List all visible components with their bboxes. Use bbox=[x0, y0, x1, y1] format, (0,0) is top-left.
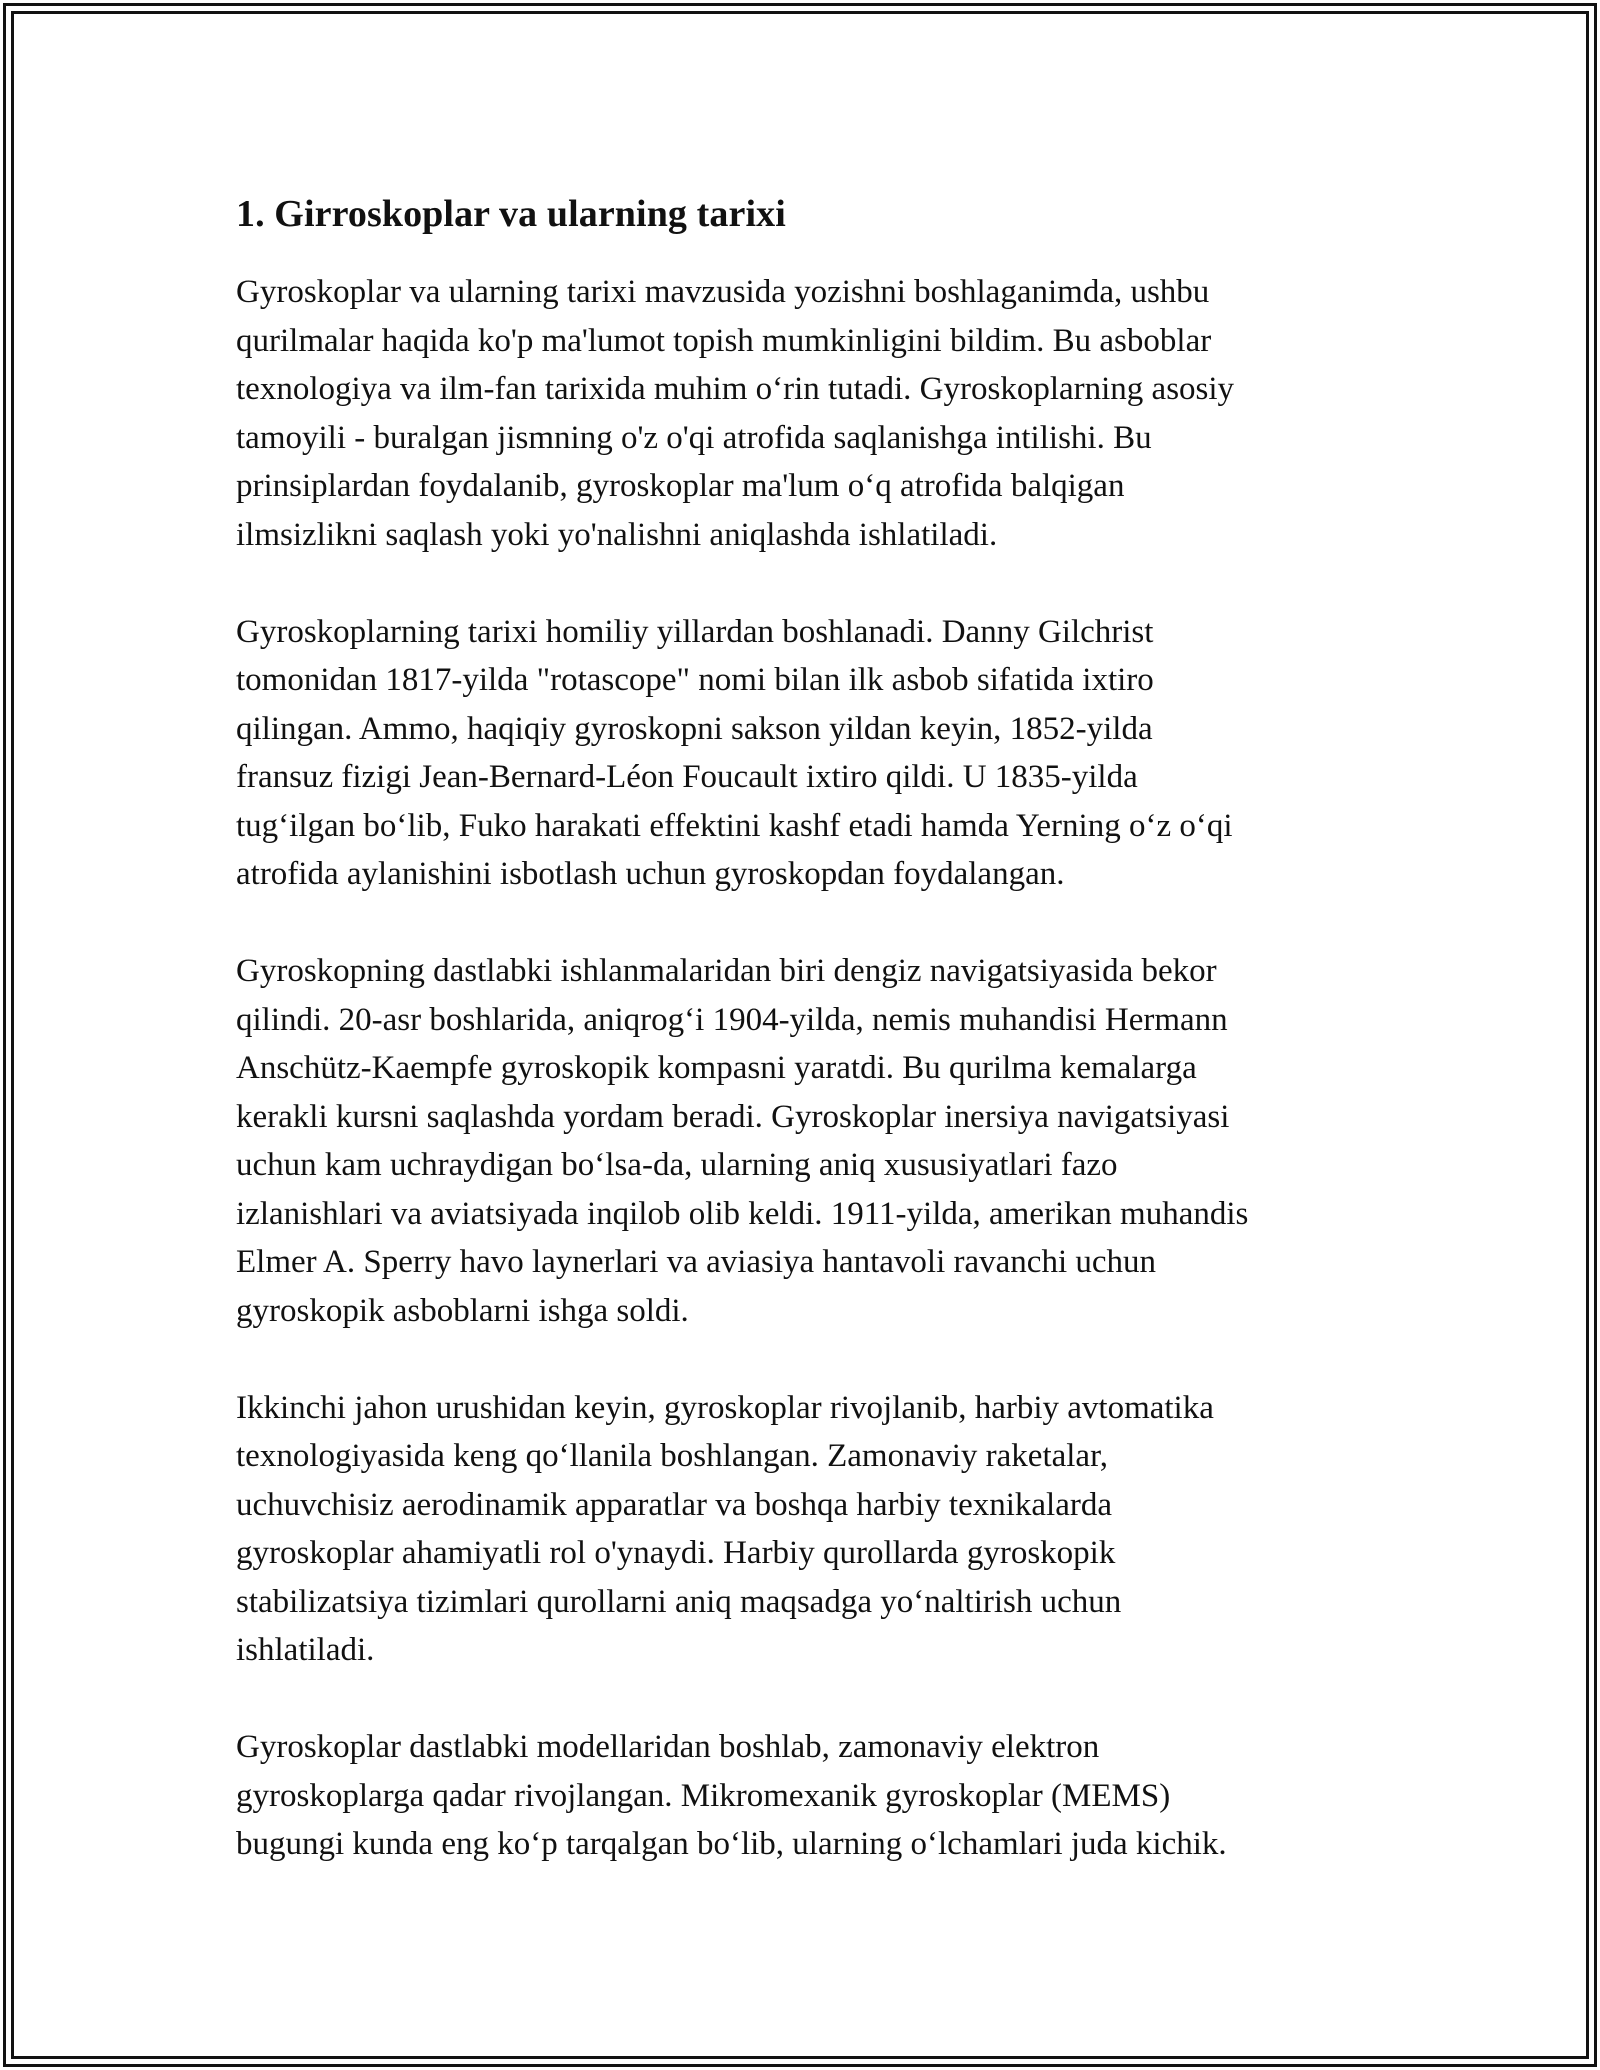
section-heading: 1. Girroskoplar va ularning tarixi bbox=[236, 193, 786, 235]
paragraph-intro: Gyroskoplar va ularning tarixi mavzusida yozishni boshlaganimda, ushbu qurilmalar haqida ko'p ma'lumot topish mumkinligini bildim. Bu asboblar texnologiya va ilm-fan tarixida muhim o‘rin tutadi. Gyroskoplarning asosiy tamoyili - buralgan jismning o'z o'qi atrofida saqlanishga intilishi. Bu prinsiplardan foydalanib, gyroskoplar ma'lum o‘q atrofida balqigan ilmsizlikni saqlash yoki yo'nalishni aniqlashda ishlatiladi. bbox=[236, 274, 1235, 553]
paragraph-modern: Gyroskoplar dastlabki modellaridan boshlab, zamonaviy elektron gyroskoplarga qadar rivojlangan. Mikromexanik gyroskoplar (MEMS) bugungi kunda eng ko‘p tarqalgan bo‘lib, ularning o‘lchamlari juda kichik. bbox=[236, 1729, 1227, 1862]
document-body bbox=[236, 186, 1376, 1917]
paragraph-military: Ikkinchi jahon urushidan keyin, gyroskoplar rivojlanib, harbiy avtomatika texnologiyasida keng qo‘llanila boshlangan. Zamonaviy raketalar, uchuvchisiz aerodinamik apparatlar va boshqa harbiy texnikalarda gyroskoplar ahamiyatli rol o'ynaydi. Harbiy qurollarda gyroskopik stabilizatsiya tizimlari qurollarni aniq maqsadga yo‘naltirish uchun ishlatiladi. bbox=[236, 1389, 1214, 1668]
paragraph-navigation: Gyroskopning dastlabki ishlanmalaridan biri dengiz navigatsiyasida bekor qilindi. 20-asr boshlarida, aniqrog‘i 1904-yilda, nemis muhandisi Hermann Anschütz-Kaempfe gyroskopik kompasni yaratdi. Bu qurilma kemalarga kerakli kursni saqlashda yordam beradi. Gyroskoplar inersiya navigatsiyasi uchun kam uchraydigan bo‘lsa-da, ularning aniq xususiyatlari fazo izlanishlari va aviatsiyada inqilob olib keldi. 1911-yilda, amerikan muhandis Elmer A. Sperry havo laynerlari va aviasiya hantavoli ravanchi uchun gyroskopik asboblarni ishga soldi. bbox=[236, 953, 1249, 1329]
paragraph-history: Gyroskoplarning tarixi homiliy yillardan boshlanadi. Danny Gilchrist tomonidan 1817-yilda "rotascope" nomi bilan ilk asbob sifatida ixtiro qilingan. Ammo, haqiqiy gyroskopni sakson yildan keyin, 1852-yilda fransuz fizigi Jean-Bernard-Léon Foucault ixtiro qildi. U 1835-yilda tug‘ilgan bo‘lib, Fuko harakati effektini kashf etadi hamda Yerning o‘z o‘qi atrofida aylanishini isbotlash uchun gyroskopdan foydalangan. bbox=[236, 613, 1233, 892]
